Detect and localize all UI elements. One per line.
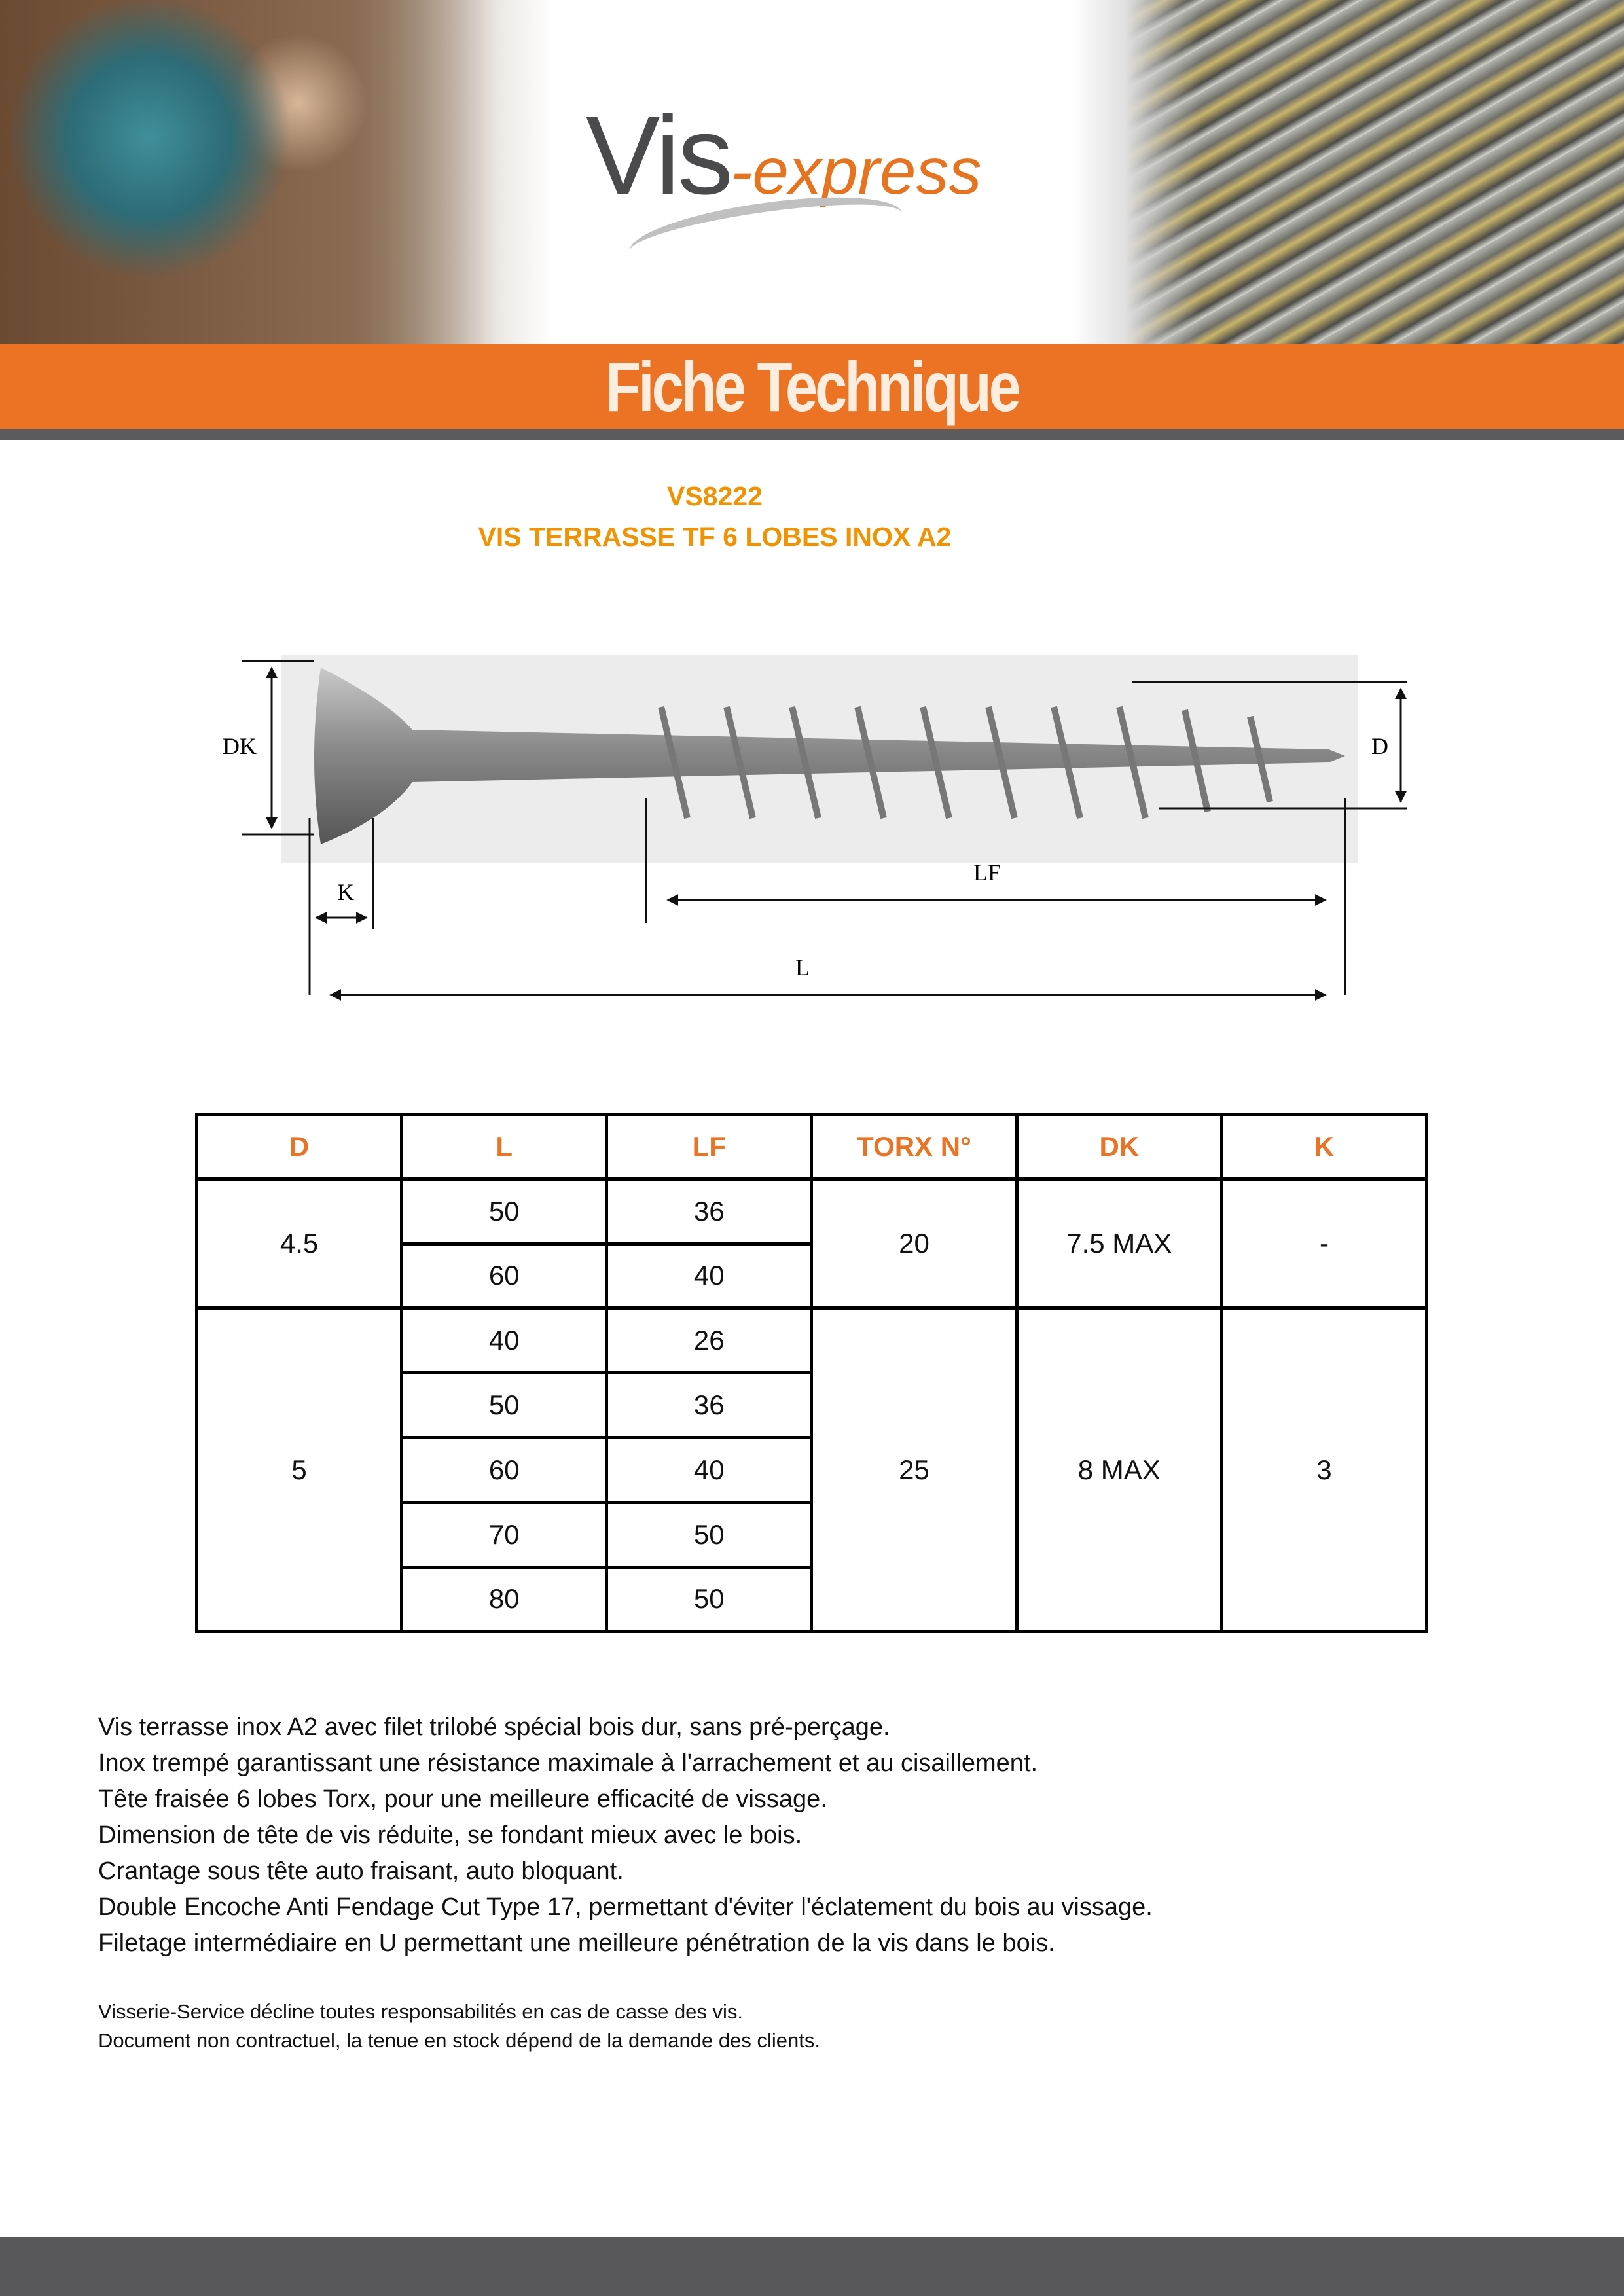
screw-diagram (216, 641, 1427, 1021)
tools-photo (0, 0, 497, 344)
logo-suffix: -express (731, 135, 982, 208)
cell-l: 60 (402, 1437, 607, 1502)
col-torx: TORX N° (812, 1115, 1017, 1179)
banner-title: Fiche Technique (605, 347, 1019, 426)
cell-dk: 7.5 MAX (1017, 1179, 1221, 1308)
table-row (197, 1179, 1427, 1244)
col-dk: DK (1017, 1115, 1221, 1179)
col-lf: LF (607, 1115, 812, 1179)
cell-d: 5 (197, 1308, 402, 1632)
col-l: L (402, 1115, 607, 1179)
cell-lf: 36 (607, 1179, 812, 1244)
cell-lf: 50 (607, 1567, 812, 1632)
cell-l: 50 (402, 1179, 607, 1244)
divider (0, 429, 1624, 440)
table-header (197, 1115, 1427, 1179)
cell-l: 50 (402, 1373, 607, 1438)
cell-l: 80 (402, 1567, 607, 1632)
cell-l: 60 (402, 1244, 607, 1308)
label-lf: LF (973, 859, 1001, 886)
description-line: Double Encoche Anti Fendage Cut Type 17, permettant d'éviter l'éclatement du bois au vissage. (98, 1893, 1153, 1921)
disclaimer (98, 1998, 820, 2055)
label-dk: DK (223, 733, 257, 759)
description-line: Filetage intermédiaire en U permettant une meilleure pénétration de la vis dans le bois. (98, 1929, 1055, 1957)
label-l: L (795, 954, 810, 980)
footer-bar (0, 2237, 1624, 2296)
cell-torx: 25 (812, 1308, 1017, 1632)
spec-table (195, 1113, 1428, 1633)
cell-lf: 40 (607, 1437, 812, 1502)
screws-photo (1126, 0, 1624, 344)
description-line: Tête fraisée 6 lobes Torx, pour une meilleure efficacité de vissage. (98, 1785, 827, 1813)
cell-d: 4.5 (197, 1179, 402, 1308)
description-line: Crantage sous tête auto fraisant, auto bloquant. (98, 1857, 624, 1885)
label-d: D (1371, 733, 1388, 759)
cell-l: 70 (402, 1502, 607, 1567)
cell-lf: 36 (607, 1373, 812, 1438)
col-d: D (197, 1115, 402, 1179)
cell-torx: 20 (812, 1179, 1017, 1308)
cell-k: 3 (1221, 1308, 1426, 1632)
description-line: Vis terrasse inox A2 avec filet trilobé spécial bois dur, sans pré-perçage. (98, 1713, 890, 1741)
cell-dk: 8 MAX (1017, 1308, 1221, 1632)
cell-l: 40 (402, 1308, 607, 1373)
disclaimer-line: Visserie-Service décline toutes responsabilités en cas de casse des vis. (98, 2000, 744, 2023)
logo-main: Vis (586, 94, 731, 218)
product-name: VIS TERRASSE TF 6 LOBES INOX A2 (478, 522, 952, 552)
disclaimer-line: Document non contractuel, la tenue en stock dépend de la demande des clients. (98, 2029, 820, 2052)
product-code: VS8222 (667, 481, 763, 511)
cell-k: - (1221, 1179, 1426, 1308)
label-k: K (337, 879, 354, 905)
col-k: K (1221, 1115, 1426, 1179)
table-row (197, 1308, 1427, 1373)
cell-lf: 50 (607, 1502, 812, 1567)
cell-lf: 40 (607, 1244, 812, 1308)
cell-lf: 26 (607, 1308, 812, 1373)
description (98, 1710, 1153, 1962)
description-line: Inox trempé garantissant une résistance maximale à l'arrachement et au cisaillement. (98, 1749, 1038, 1777)
description-line: Dimension de tête de vis réduite, se fondant mieux avec le bois. (98, 1821, 803, 1849)
